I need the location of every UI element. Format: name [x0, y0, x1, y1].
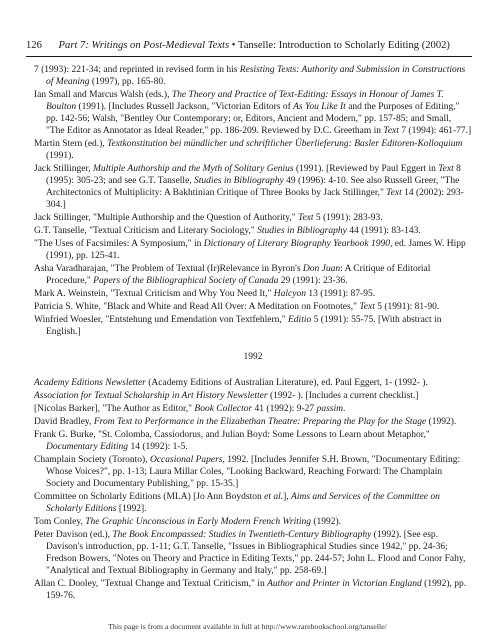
entry-text-segment: 14 (2002): 293-304.] [46, 188, 464, 210]
entry-text-segment: [1992]. [116, 504, 147, 514]
entry-title-segment: Text [386, 188, 402, 198]
bibliography-entry [34, 288, 472, 300]
entry-text-segment: , 1992. [Includes Jennifer S.H. Brown, "Documentary Editing: Whose Voices?", pp. 1-13; Laura Millar Coles, "Looking Backward, Reaching Forward: The Champlain Society and Documentary Publishing," pp. 15-35.] [46, 455, 461, 489]
bibliography-entry [34, 578, 472, 602]
bibliography-entry [34, 163, 472, 211]
entry-text-segment: (1992). [311, 517, 342, 527]
entry-text-segment: Winfried Woesler, "Entstehung und Emendation von Textfehlern," [34, 315, 288, 325]
bibliography-entry [34, 390, 472, 402]
entry-title-segment: Documentary Editing [46, 442, 129, 452]
bibliography-entry [34, 454, 472, 490]
entry-text-segment: (1991). [46, 151, 74, 161]
entries-1992 [34, 377, 472, 602]
entry-title-segment: Text [383, 126, 399, 136]
entry-text-segment: (1991). [Reviewed by Paul Eggert in [293, 164, 439, 174]
entry-text-segment: 5 (1991): 55-75. [With abstract in English.] [46, 315, 442, 337]
entry-title-segment: Occasional Papers [149, 455, 223, 465]
entry-title-segment: The Book Encompassed: Studies in Twentieth-Century Bibliography [112, 530, 372, 540]
bibliography-entry [34, 64, 472, 88]
entry-text-segment: 7 (1993): 221-34; and reprinted in revised form in his [34, 65, 240, 75]
entry-title-segment: From Text to Performance in the Elizabethan Theatre: Preparing the Play for the Stage [93, 417, 427, 427]
bibliography-entry [34, 238, 472, 262]
bibliography-entry [34, 225, 472, 237]
bibliography-entry [34, 529, 472, 577]
entry-text-segment: (1992). [See esp. Davison's introduction, pp. 1-11; G.T. Tanselle, "Issues in Bibliographical Studies since 1942," pp. 24-36; Fredson Bowers, "Notes on Theory and Practice in Editing Texts," pp. 244-57; John L. Flood and Conor Fahy, "Analytical and Textual Bibliography in Germany and Italy," pp. 258-69.] [46, 530, 466, 576]
bibliography-entry [34, 263, 472, 287]
entry-text-segment: : A Critique of Editorial Procedure," [46, 264, 431, 286]
part-title: Part 7: Writings on Post-Medieval Texts [58, 40, 230, 51]
entry-text-segment: Jack Stillinger, "Multiple Authorship and the Question of Authority," [34, 213, 299, 223]
entry-text-segment: (1997), pp. 165-80. [89, 77, 166, 87]
page-number: 126 [26, 40, 42, 51]
entry-text-segment: (1992- ). [Includes a current checklist.] [267, 391, 419, 401]
entry-text-segment: Committee on Scholarly Editions (MLA) [Jo Ann Boydston [34, 492, 265, 502]
entry-text-segment: David Bradley, [34, 417, 94, 427]
entry-title-segment: Text [359, 302, 375, 312]
entry-text-segment: Tom Conley, [34, 517, 86, 527]
entry-text-segment: Jack Stillinger, [34, 164, 93, 174]
running-header [26, 40, 472, 52]
entry-text-segment: 5 (1991): 283-93. [313, 213, 383, 223]
entries-1991 [34, 64, 472, 338]
entry-title-segment: Textkonstitution bei mündlicher und schriftlicher Überlieferung: Basler Editoren-Kolloquium [107, 139, 463, 149]
entry-title-segment: Papers of the Bibliographical Society of Canada [93, 276, 279, 286]
bibliography-entry [34, 138, 472, 162]
bibliography-entry [34, 89, 472, 137]
entry-text-segment: "The Uses of Facsimiles: A Symposium," in [34, 239, 204, 249]
entry-text-segment: (1992). [426, 417, 457, 427]
year-heading: 1992 [243, 352, 263, 362]
entry-title-segment: Association for Textual Scholarship in Art History Newsletter [34, 391, 268, 401]
entry-title-segment: Text [438, 164, 454, 174]
page-footer: This page is from a document available in full at http://www.rarebookschool.org/tanselle/ [108, 622, 387, 631]
entry-text-segment: Ian Small and Marcus Walsh (eds.), [34, 90, 172, 100]
entry-title-segment: Dictionary of Literary Biography Yearbook 1990 [203, 239, 391, 249]
entry-title-segment: Halcyon [273, 289, 306, 299]
entry-title-segment: Text [298, 213, 314, 223]
entry-text-segment: Martin Stern (ed.), [34, 139, 108, 149]
entry-text-segment: . [342, 404, 346, 414]
bibliography-entry [34, 301, 472, 313]
entry-title-segment: Studies in Bibliography [194, 176, 284, 186]
entry-title-segment: et al. [264, 492, 284, 502]
book-title: Tanselle: Introduction to Scholarly Editing (2002) [237, 40, 450, 51]
entry-title-segment: Book Collector [194, 404, 253, 414]
entry-text-segment: 8 (1995): 305-23; and see G.T. Tanselle, [46, 164, 461, 186]
bibliography-body [34, 64, 472, 603]
entry-text-segment: , ed. James W. Hipp (1991), pp. 125-41. [46, 239, 466, 261]
entry-title-segment: Don Juan [302, 264, 341, 274]
entry-title-segment: Author and Printer in Victorian England [267, 579, 422, 589]
entry-text-segment: 13 (1991): 87-95. [305, 289, 376, 299]
entry-text-segment: Allan C. Dooley, "Textual Change and Textual Criticism," in [34, 579, 268, 589]
entry-text-segment: Champlain Society (Toronto), [34, 455, 150, 465]
entry-title-segment: The Graphic Unconscious in Early Modern French Writing [85, 517, 312, 527]
header-bullet: • [231, 40, 236, 51]
entry-title-segment: The Theory and Practice of Text-Editing: Essays in Honour of James T. Boulton [46, 90, 444, 112]
entry-text-segment: 5 (1991): 81-90. [374, 302, 440, 312]
entry-text-segment: 14 (1992): 1-5. [128, 442, 188, 452]
bibliography-entry [34, 403, 472, 415]
entry-text-segment: (1991). [Includes Russell Jackson, "Victorian Editors of [76, 102, 294, 112]
header-rule [26, 56, 472, 57]
bibliography-entry [34, 429, 472, 453]
entry-text-segment: (Academy Editions of Australian Literature), ed. Paul Eggert, 1- (1992- ). [145, 378, 428, 388]
entry-title-segment: As You Like It [293, 102, 346, 112]
entry-text-segment: Patricia S. White, "Black and White and Read All Over: A Meditation on Footnotes," [34, 302, 360, 312]
entry-title-segment: Studies in Bibliography [257, 226, 347, 236]
entry-text-segment: 41 (1992): 9-27 [252, 404, 317, 414]
entry-text-segment: Mark A. Weinstein, "Textual Criticism and Why You Need It," [34, 289, 274, 299]
entry-title-segment: Editio [288, 315, 312, 325]
entry-title-segment: Academy Editions Newsletter [34, 378, 146, 388]
entry-title-segment: Multiple Authorship and the Myth of Solitary Genius [93, 164, 294, 174]
entry-text-segment: 44 (1991): 83-143. [346, 226, 421, 236]
bibliography-entry [34, 491, 472, 515]
entry-title-segment: Aims and Services of the Committee on Scholarly Editions [46, 492, 440, 514]
entry-text-segment: and the Purposes of Editing," pp. 142-56; Walsh, "Bentley Our Contemporary; or, Editors, Ancient and Modern," pp. 157-85; and Small, "The Editor as Annotator as Ideal Reader," pp. 186-209. Reviewed by D.C. Greetham in [46, 102, 460, 136]
entry-title-segment: Resisting Texts: Authority and Submission in Constructions of Meaning [46, 65, 466, 87]
entry-text-segment: 7 (1994): 461-77.] [398, 126, 472, 136]
entry-title-segment: passim [316, 404, 343, 414]
bibliography-entry [34, 416, 472, 428]
entry-text-segment: ], [283, 492, 292, 502]
entry-text-segment: 29 (1991): 23-36. [278, 276, 348, 286]
entry-text-segment: [Nicolas Barker], "The Author as Editor," [34, 404, 195, 414]
bibliography-entry [34, 212, 472, 224]
entry-text-segment: Frank G. Burke, "St. Colomba, Cassiodorus, and Julian Boyd: Some Lessons to Learn about Metaphor," [34, 430, 430, 440]
bibliography-entry [34, 377, 472, 389]
entry-text-segment: Peter Davison (ed.), [34, 530, 113, 540]
entry-text-segment: 49 (1996): 4-10. See also Russell Greer, "The Architectonics of Multiplicity: A Bakhtinian Critique of Three Books by Jack Stillinger," [46, 176, 460, 198]
bibliography-entry [34, 516, 472, 528]
bibliography-entry [34, 314, 472, 338]
entry-text-segment: Asha Varadharajan, "The Problem of Textual (Ir)Relevance in Byron's [34, 264, 303, 274]
entry-text-segment: (1992), pp. 159-76. [46, 579, 467, 601]
entry-text-segment: G.T. Tanselle, "Textual Criticism and Literary Sociology," [34, 226, 258, 236]
